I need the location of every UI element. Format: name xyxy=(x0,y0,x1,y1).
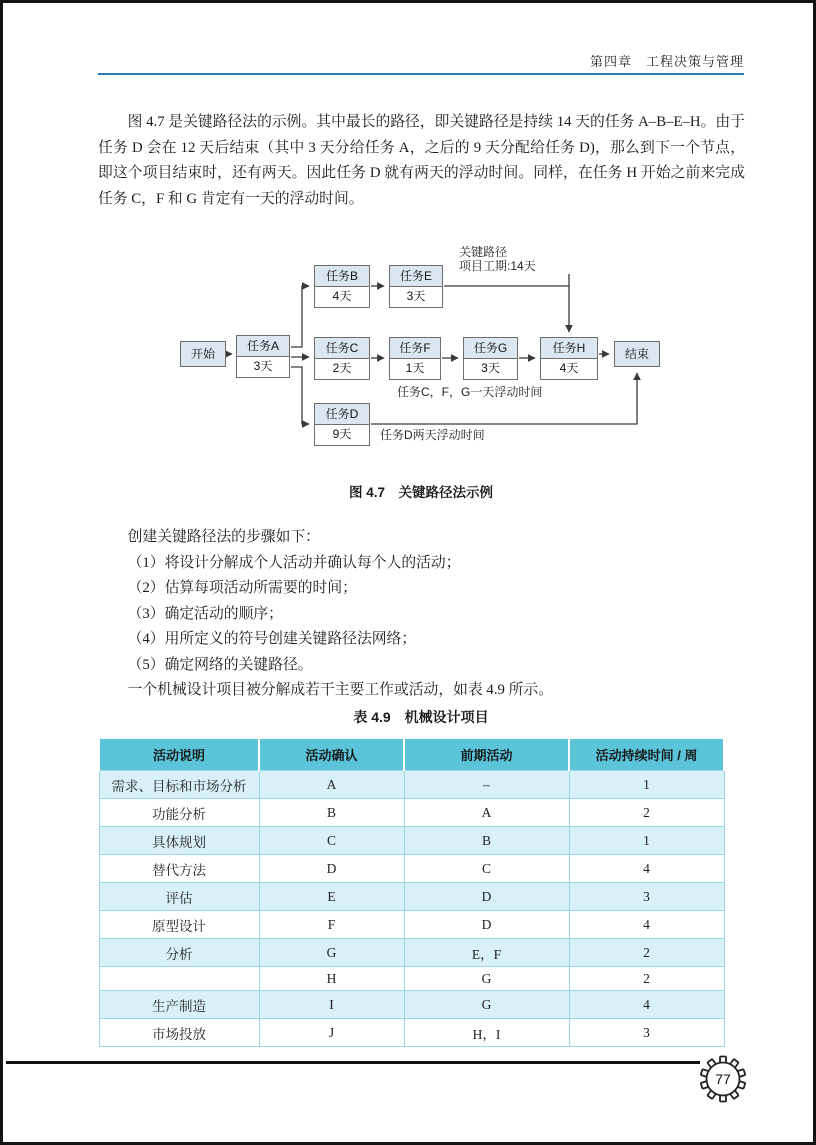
node-task-b xyxy=(314,265,370,308)
cell-dur: 4 xyxy=(569,855,724,883)
node-task-c xyxy=(314,337,370,380)
node-task-h xyxy=(540,337,598,380)
cell-dur: 2 xyxy=(569,939,724,967)
node-task-g-duration: 3天 xyxy=(464,359,517,379)
cell-desc xyxy=(99,967,259,991)
cell-id: J xyxy=(259,1019,404,1047)
cell-id: H xyxy=(259,967,404,991)
table-row xyxy=(99,911,724,939)
annotation-d-float: 任务D两天浮动时间 xyxy=(380,428,485,442)
step-item-1: （1）将设计分解成个人活动并确认每个人的活动； xyxy=(127,554,461,571)
cell-dur: 2 xyxy=(569,967,724,991)
cell-pred: C xyxy=(404,855,569,883)
cell-id: C xyxy=(259,827,404,855)
cell-desc: 分析 xyxy=(99,939,259,967)
node-task-b-duration: 4天 xyxy=(315,287,369,307)
node-task-f xyxy=(389,337,441,380)
cell-pred: D xyxy=(404,911,569,939)
cell-desc: 具体规划 xyxy=(99,827,259,855)
cell-pred: – xyxy=(404,771,569,799)
arrow-a-d xyxy=(291,367,309,424)
cell-desc: 评估 xyxy=(99,883,259,911)
node-task-f-label: 任务F xyxy=(390,338,440,359)
node-task-a-label: 任务A xyxy=(237,336,289,357)
node-task-a-duration: 3天 xyxy=(237,357,289,377)
cell-pred: E，F xyxy=(404,939,569,967)
node-task-c-duration: 2天 xyxy=(315,359,369,379)
cell-dur: 1 xyxy=(569,771,724,799)
node-task-h-duration: 4天 xyxy=(541,359,597,379)
cell-id: I xyxy=(259,991,404,1019)
arrow-a-b xyxy=(291,286,309,347)
gear-icon xyxy=(699,1055,747,1103)
cell-pred: B xyxy=(404,827,569,855)
node-task-b-label: 任务B xyxy=(315,266,369,287)
cell-dur: 3 xyxy=(569,883,724,911)
step-item-4: （4）用所定义的符号创建关键路径法网络； xyxy=(127,631,417,647)
node-task-d-label: 任务D xyxy=(315,404,369,425)
cell-dur: 2 xyxy=(569,799,724,827)
cell-dur: 4 xyxy=(569,991,724,1019)
cell-dur: 1 xyxy=(569,827,724,855)
page-number: 77 xyxy=(715,1071,731,1087)
step-item-3: （3）确定活动的顺序； xyxy=(127,605,283,622)
col-header-activity-desc: 活动说明 xyxy=(99,739,259,771)
cell-id: D xyxy=(259,855,404,883)
annotation-critical-path xyxy=(459,245,536,273)
steps-outro: 一个机械设计项目被分解成若干主要工作或活动，如表 4.9 所示。 xyxy=(127,682,554,698)
project-table xyxy=(98,739,725,1047)
cell-desc: 生产制造 xyxy=(99,991,259,1019)
node-task-e-duration: 3天 xyxy=(390,287,442,307)
table-row xyxy=(99,883,724,911)
step-item-5: （5）确定网络的关键路径。 xyxy=(127,656,313,673)
cell-desc: 市场投放 xyxy=(99,1019,259,1047)
table-row xyxy=(99,1019,724,1047)
cell-desc: 原型设计 xyxy=(99,911,259,939)
col-header-duration: 活动持续时间 / 周 xyxy=(569,739,724,771)
cell-id: F xyxy=(259,911,404,939)
table-row xyxy=(99,991,724,1019)
cell-pred: A xyxy=(404,799,569,827)
header-divider xyxy=(98,73,744,75)
cell-id: G xyxy=(259,939,404,967)
footer-divider xyxy=(6,1061,700,1064)
cell-id: E xyxy=(259,883,404,911)
cell-desc: 功能分析 xyxy=(99,799,259,827)
col-header-predecessor: 前期活动 xyxy=(404,739,569,771)
col-header-activity-id: 活动确认 xyxy=(259,739,404,771)
cell-desc: 替代方法 xyxy=(99,855,259,883)
table-row xyxy=(99,799,724,827)
table-header-row xyxy=(99,739,724,771)
intro-paragraph: 图 4.7 是关键路径法的示例。其中最长的路径，即关键路径是持续 14 天的任务 A–B–E–H。由于任务 D 会在 12 天后结束（其中 3 天分给任务 A，之后的 9 天分配给任务 D)，那么到下一个节点，即这个项目结束时，还有两天。因此任务 D 就有两天的浮动时间。同样，在任务 H 开始之前来完成任务 C，F 和 G 肯定有一天的浮动时间。 xyxy=(98,114,745,207)
page-number-gear xyxy=(699,1055,747,1103)
step-item-2: （2）估算每项活动所需要的时间； xyxy=(127,580,357,596)
cell-pred: G xyxy=(404,991,569,1019)
cell-dur: 3 xyxy=(569,1019,724,1047)
cell-id: A xyxy=(259,771,404,799)
node-task-f-duration: 1天 xyxy=(390,359,440,379)
table-row xyxy=(99,827,724,855)
running-head: 第四章 工程决策与管理 xyxy=(589,54,744,69)
cell-pred: H，I xyxy=(404,1019,569,1047)
table-title: 表 4.9 机械设计项目 xyxy=(353,709,489,725)
figure-caption: 图 4.7 关键路径法示例 xyxy=(348,485,494,500)
cell-desc: 需求、目标和市场分析 xyxy=(99,771,259,799)
annotation-cfg-float: 任务C，F，G一天浮动时间 xyxy=(397,385,543,399)
table-row xyxy=(99,855,724,883)
node-task-c-label: 任务C xyxy=(315,338,369,359)
node-task-e xyxy=(389,265,443,308)
node-task-g-label: 任务G xyxy=(464,338,517,359)
annotation-critical-path-line1: 关键路径 xyxy=(459,245,508,259)
cell-dur: 4 xyxy=(569,911,724,939)
node-task-g xyxy=(463,337,518,380)
table-row xyxy=(99,967,724,991)
cell-pred: G xyxy=(404,967,569,991)
cell-pred: D xyxy=(404,883,569,911)
node-task-d-duration: 9天 xyxy=(315,425,369,445)
steps-intro: 创建关键路径法的步骤如下： xyxy=(127,529,320,545)
steps-block xyxy=(98,525,745,704)
table-row xyxy=(99,939,724,967)
node-end: 结束 xyxy=(614,341,660,367)
annotation-critical-path-line2: 项目工期:14天 xyxy=(459,259,536,273)
node-task-a xyxy=(236,335,290,378)
node-task-d xyxy=(314,403,370,446)
node-task-e-label: 任务E xyxy=(390,266,442,287)
cell-id: B xyxy=(259,799,404,827)
table-row xyxy=(99,771,724,799)
node-task-h-label: 任务H xyxy=(541,338,597,359)
node-start: 开始 xyxy=(180,341,226,367)
cpm-diagram xyxy=(3,243,816,471)
